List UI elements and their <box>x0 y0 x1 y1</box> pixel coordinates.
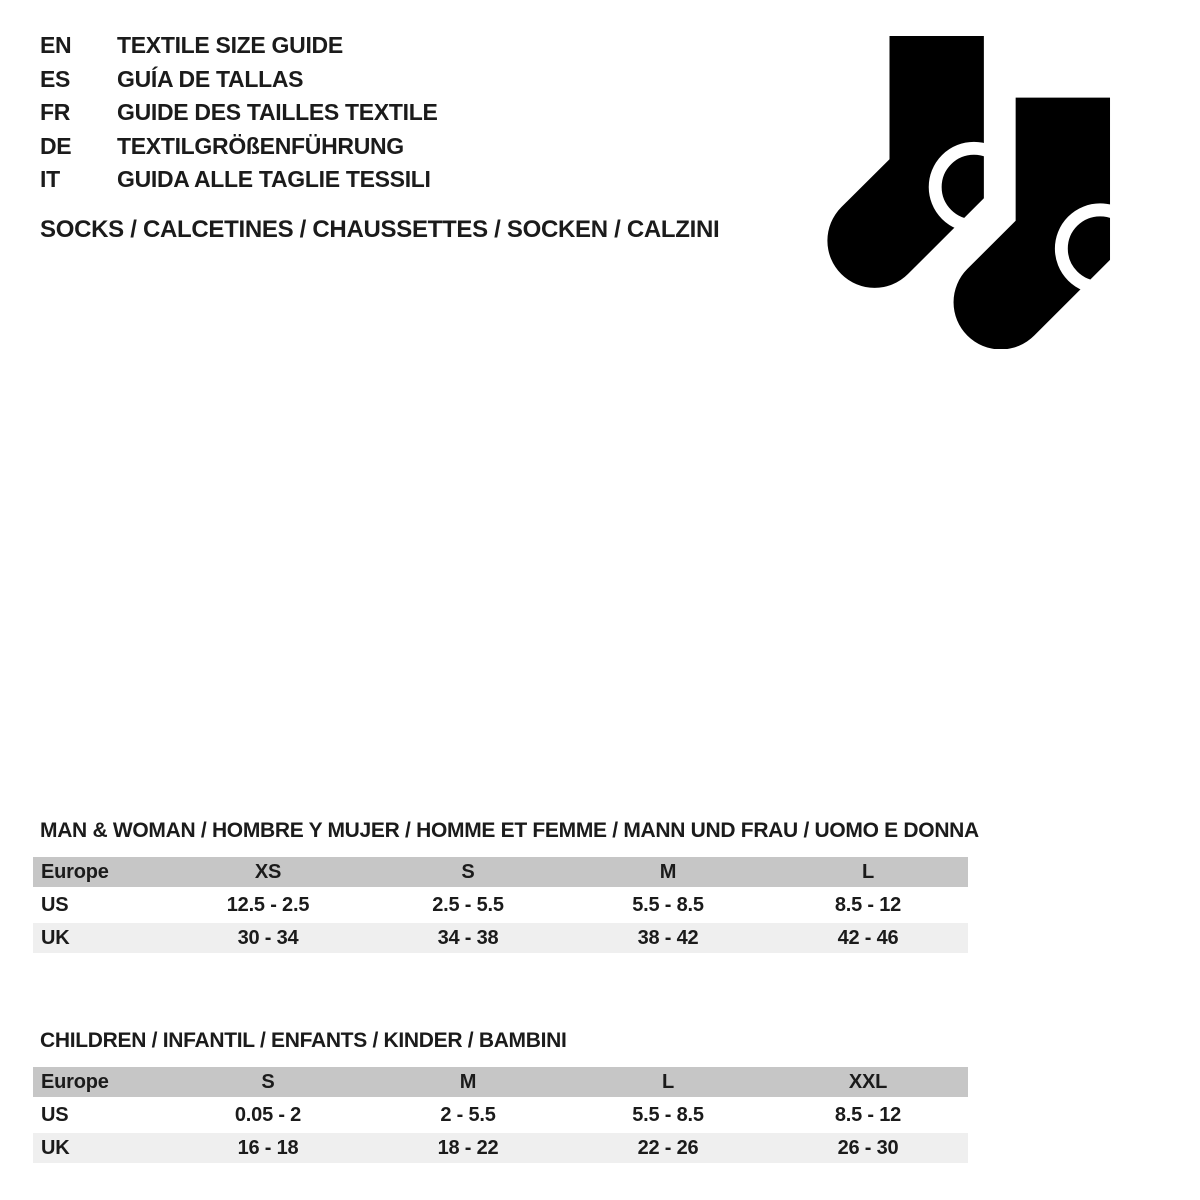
table-row-uk <box>33 1133 968 1163</box>
language-row-it <box>40 163 438 197</box>
table-row-uk <box>33 923 968 953</box>
header-cell-size: M <box>459 1071 477 1093</box>
size-table <box>33 1067 968 1163</box>
value-cell: 38 - 42 <box>637 927 699 949</box>
table-row-us <box>33 890 968 920</box>
value-cell: 30 - 34 <box>237 927 299 949</box>
language-code: FR <box>40 99 71 126</box>
header-cell-size: S <box>261 1071 275 1093</box>
language-row-en <box>40 29 438 63</box>
category-heading: SOCKS / CALCETINES / CHAUSSETTES / SOCKEN / CALZINI <box>40 216 720 243</box>
language-code: ES <box>40 65 71 92</box>
children-table-section <box>33 1028 968 1166</box>
socks-icon <box>815 36 1113 349</box>
region-cell: UK <box>41 1137 70 1159</box>
header-cell-size: XS <box>254 861 282 883</box>
header-cell-size: XXL <box>848 1071 888 1093</box>
language-row-de <box>40 130 438 164</box>
language-label: TEXTILE SIZE GUIDE <box>117 32 343 58</box>
header-cell-size: M <box>659 861 677 883</box>
language-title-block <box>40 29 438 197</box>
value-cell: 8.5 - 12 <box>834 1104 902 1126</box>
table-title: MAN & WOMAN / HOMBRE Y MUJER / HOMME ET FEMME / MANN UND FRAU / UOMO E DONNA <box>40 819 979 842</box>
value-cell: 18 - 22 <box>437 1137 499 1159</box>
language-code: IT <box>40 166 60 193</box>
value-cell: 2 - 5.5 <box>440 1104 496 1126</box>
region-cell: US <box>41 894 69 916</box>
table-title: CHILDREN / INFANTIL / ENFANTS / KINDER / BAMBINI <box>40 1029 567 1052</box>
man-woman-table-section <box>33 818 979 956</box>
language-row-es <box>40 63 438 97</box>
header-cell-size: L <box>661 1071 675 1093</box>
language-code: EN <box>40 32 72 58</box>
region-cell: UK <box>41 927 70 949</box>
region-cell: US <box>41 1104 69 1126</box>
value-cell: 8.5 - 12 <box>834 894 902 916</box>
table-header-row <box>33 1067 968 1097</box>
value-cell: 2.5 - 5.5 <box>432 894 504 916</box>
value-cell: 34 - 38 <box>437 927 499 949</box>
table-row-us <box>33 1100 968 1130</box>
language-label: GUIDE DES TAILLES TEXTILE <box>117 99 438 126</box>
language-label: TEXTILGRÖßENFÜHRUNG <box>117 132 404 159</box>
language-code: DE <box>40 132 72 159</box>
value-cell: 5.5 - 8.5 <box>632 894 704 916</box>
value-cell: 42 - 46 <box>837 927 899 949</box>
header-cell-region: Europe <box>41 861 109 883</box>
language-row-fr <box>40 96 438 130</box>
header-cell-size: L <box>861 861 875 883</box>
value-cell: 26 - 30 <box>837 1137 899 1159</box>
header-cell-region: Europe <box>41 1071 109 1093</box>
value-cell: 12.5 - 2.5 <box>226 894 310 916</box>
language-label: GUIDA ALLE TAGLIE TESSILI <box>117 166 431 193</box>
header-cell-size: S <box>461 861 475 883</box>
size-table <box>33 857 968 953</box>
value-cell: 22 - 26 <box>637 1137 699 1159</box>
value-cell: 0.05 - 2 <box>234 1104 302 1126</box>
language-label: GUÍA DE TALLAS <box>117 65 304 92</box>
value-cell: 16 - 18 <box>237 1137 299 1159</box>
table-header-row <box>33 857 968 887</box>
value-cell: 5.5 - 8.5 <box>632 1104 704 1126</box>
